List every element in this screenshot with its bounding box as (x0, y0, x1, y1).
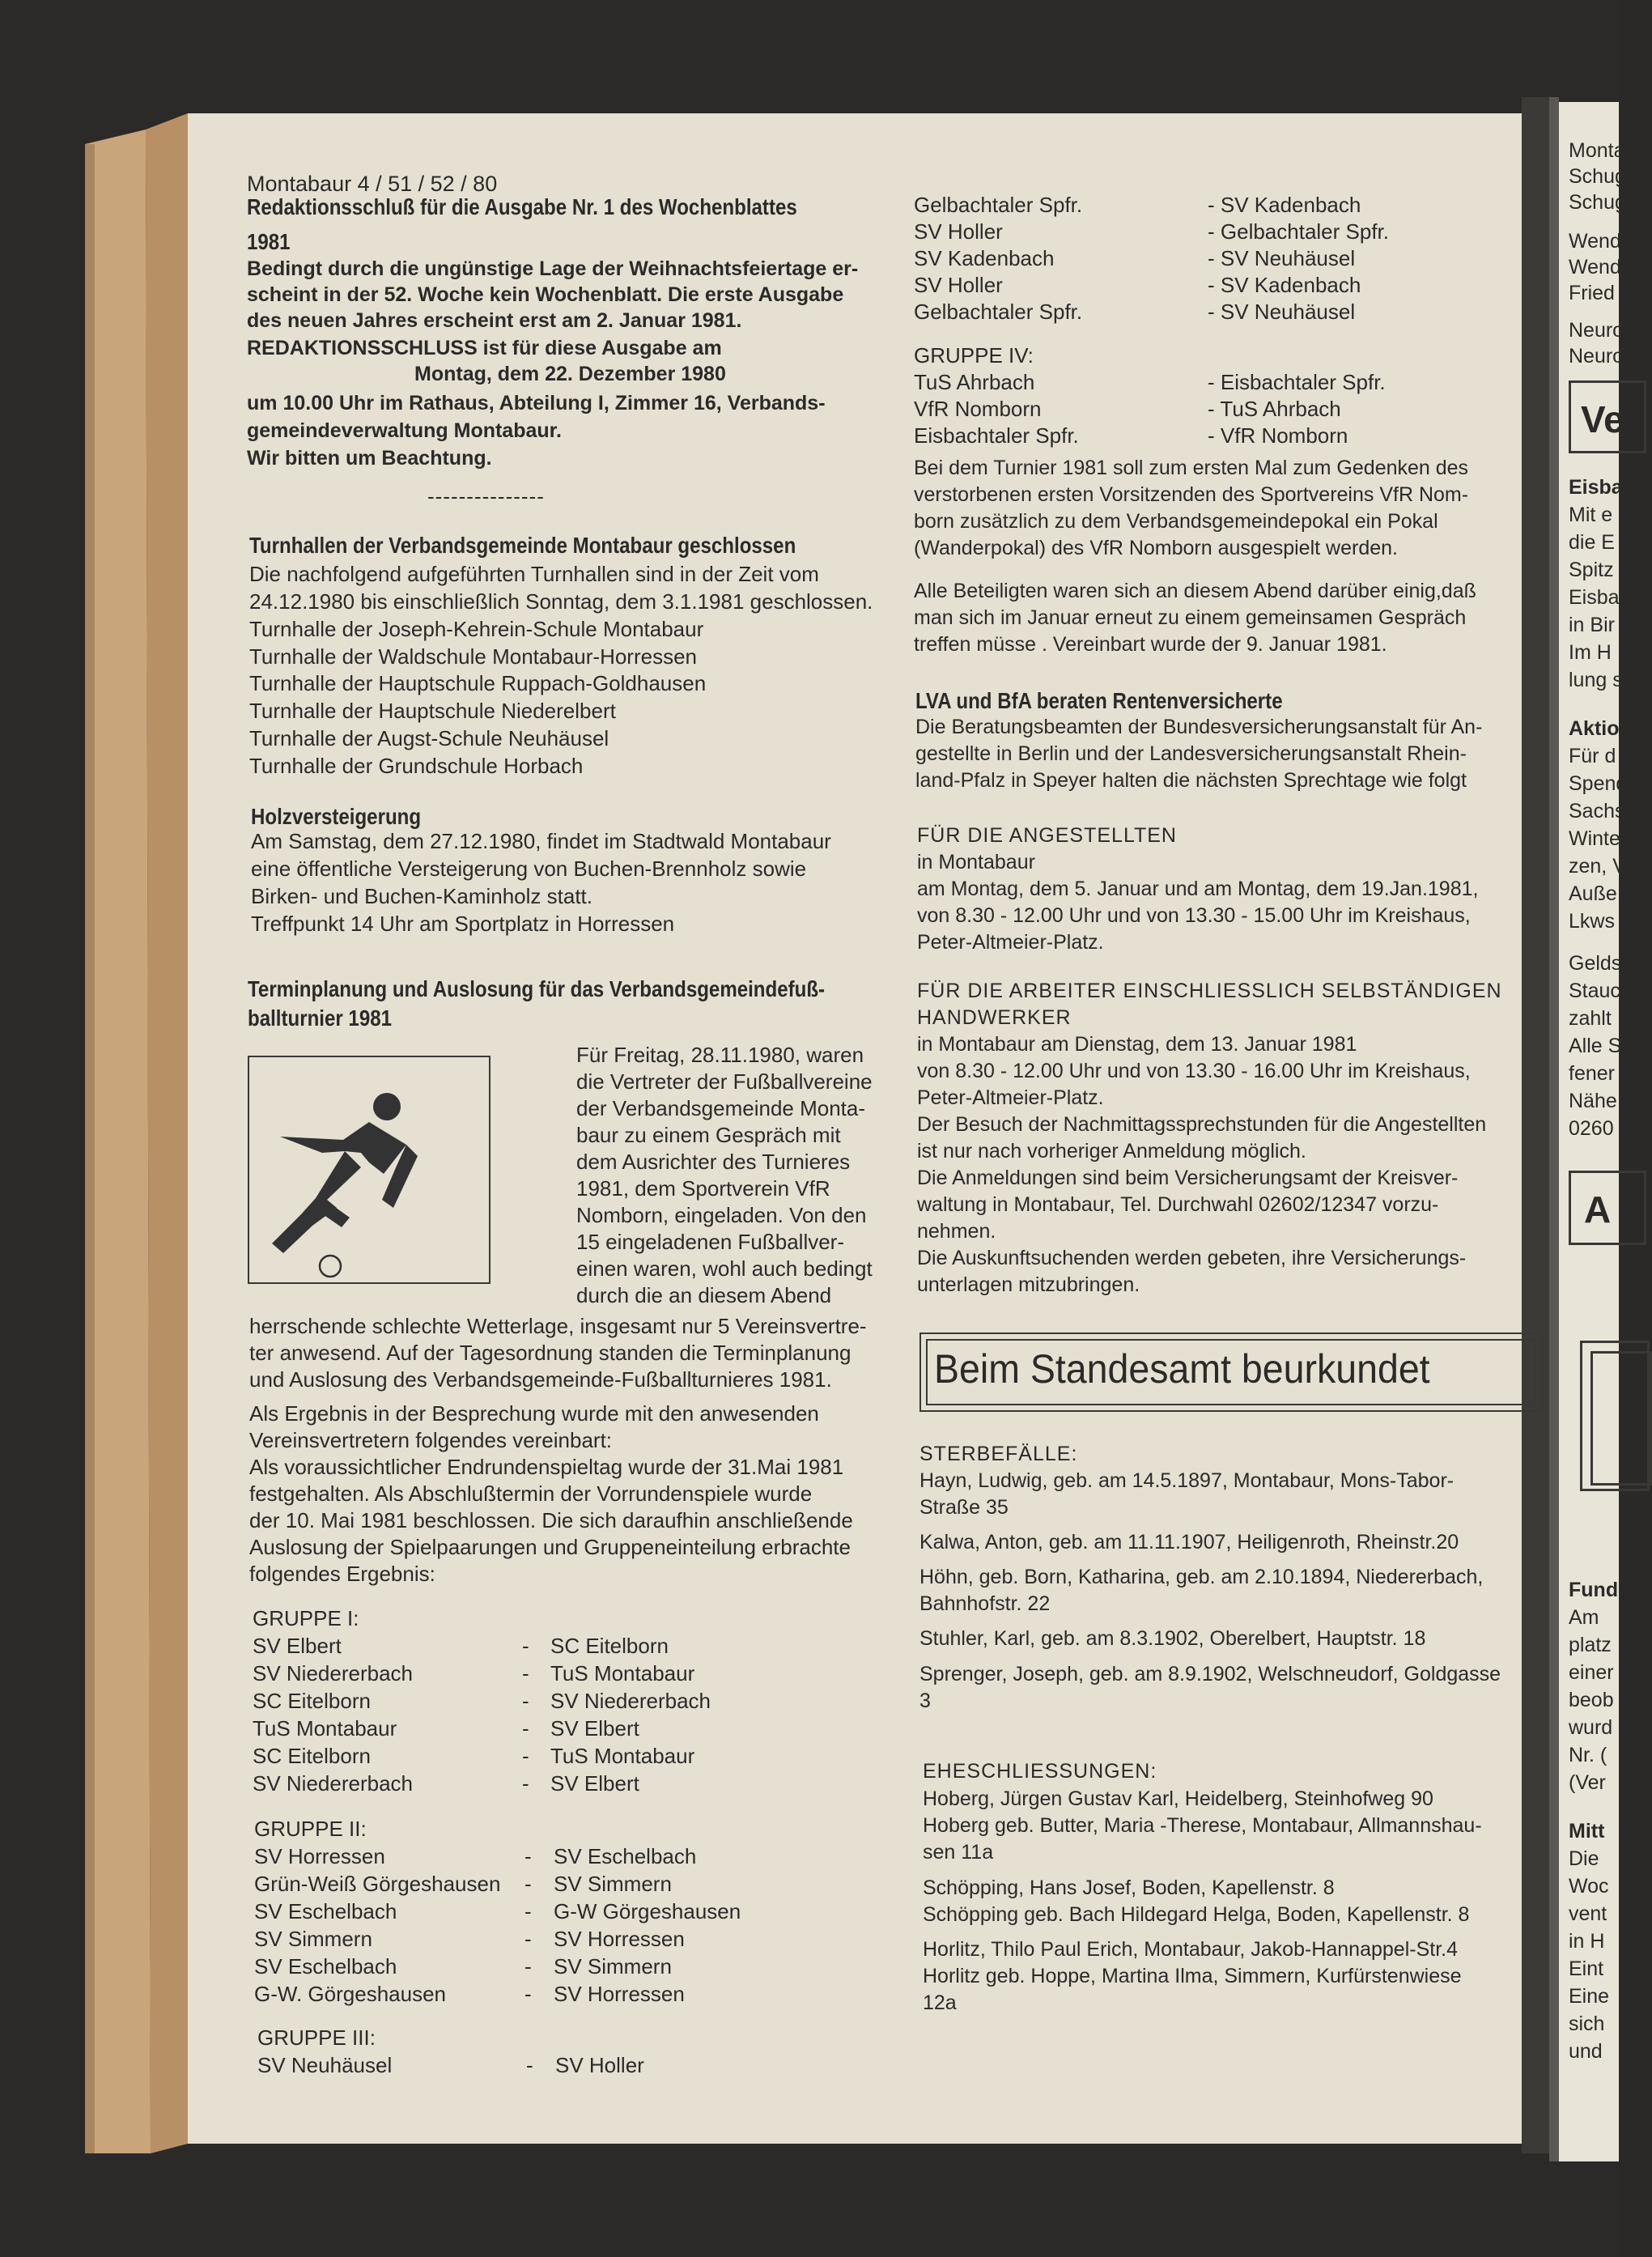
team: - Eisbachtaler Spfr. (1208, 370, 1386, 394)
pokal-line: Bei dem Turnier 1981 soll zum ersten Mal zum Gedenken des (914, 457, 1469, 479)
next-page-line: Wend (1569, 256, 1621, 278)
next-page-line: lung s (1569, 669, 1623, 691)
next-page-line: Auße (1569, 882, 1617, 905)
turnhallen-line: Turnhalle der Augst-Schule Neuhäusel (249, 726, 609, 750)
arbeiter-line: nehmen. (917, 1220, 996, 1243)
next-page-line: Die (1569, 1847, 1599, 1870)
next-page-line: zahlt (1569, 1007, 1612, 1030)
dash: - (524, 1982, 532, 2006)
next-page-line: beob (1569, 1689, 1614, 1711)
team: SV Horressen (554, 1982, 685, 2006)
eheschliessungen-label: EHESCHLIESSUNGEN: (923, 1760, 1157, 1783)
next-page-line: Eint (1569, 1957, 1604, 1980)
page-header: Montabaur 4 / 51 / 52 / 80 (247, 172, 498, 196)
angestellte-line: am Montag, dem 5. Januar und am Montag, dem 19.Jan.1981, (917, 878, 1479, 900)
team: G-W. Görgeshausen (254, 1982, 446, 2006)
arbeiter-line: Peter-Altmeier-Platz. (917, 1086, 1104, 1109)
next-page-line: Aktio (1569, 717, 1620, 740)
next-page-line: Eisba (1569, 586, 1620, 609)
turnhallen-line: Turnhalle der Grundschule Horbach (249, 754, 584, 778)
next-page-box-text: A (1584, 1188, 1612, 1231)
termin-line: herrschende schlechte Wetterlage, insgesamt nur 5 Vereinsvertre- (249, 1314, 867, 1338)
dash: - (524, 1844, 532, 1868)
team: SC Eitelborn (253, 1689, 371, 1713)
termin-line: Nomborn, eingeladen. Von den (576, 1203, 867, 1227)
team: SC Eitelborn (550, 1634, 669, 1658)
dash: - (526, 2053, 533, 2077)
dash: - (524, 1927, 532, 1951)
standesamt-title: Beim Standesamt beurkundet (934, 1346, 1430, 1392)
next-page-line: Schug (1569, 191, 1626, 214)
treffen-line: Alle Beteiligten waren sich an diesem Abend darüber einig,daß (914, 580, 1476, 602)
turnhallen-line: Turnhalle der Waldschule Montabaur-Horressen (249, 644, 697, 669)
next-page-line: 0260 (1569, 1117, 1614, 1140)
ehe-line: sen 11a (923, 1841, 994, 1864)
team: SV Elbert (550, 1771, 639, 1796)
ehe-line: Horlitz geb. Hoppe, Martina Ilma, Simmern, Kurfürstenwiese (923, 1965, 1462, 1987)
next-page-line: Lkws (1569, 910, 1615, 933)
arbeiter-line: waltung in Montabaur, Tel. Durchwahl 02602/12347 vorzu- (917, 1193, 1439, 1216)
dash: - (522, 1689, 529, 1713)
lva-line: Die Beratungsbeamten der Bundesversicherungsanstalt für An- (915, 716, 1483, 738)
next-page-line: Neuro (1569, 345, 1624, 368)
angestellte-line: von 8.30 - 12.00 Uhr und von 13.30 - 15.00 Uhr im Kreishaus, (917, 904, 1471, 927)
team: - SV Kadenbach (1208, 193, 1361, 217)
arbeiter-line: von 8.30 - 12.00 Uhr und von 13.30 - 16.00 Uhr im Kreishaus, (917, 1060, 1471, 1082)
dash: - (524, 1872, 532, 1896)
team: Eisbachtaler Spfr. (914, 423, 1079, 448)
next-page-line: sich (1569, 2013, 1605, 2035)
holz-line: Treffpunkt 14 Uhr am Sportplatz in Horressen (251, 912, 675, 936)
team: SV Horressen (554, 1927, 685, 1951)
termin-line: und Auslosung des Verbandsgemeinde-Fußballturnieres 1981. (249, 1367, 832, 1392)
next-page-line: Eine (1569, 1985, 1610, 2008)
next-page-line: Eisba (1569, 476, 1623, 499)
team: SV Simmern (554, 1954, 672, 1979)
next-page-line: Am (1569, 1606, 1599, 1629)
team: - VfR Nomborn (1208, 423, 1348, 448)
next-page-line: Neuro (1569, 319, 1624, 342)
termin-line: Für Freitag, 28.11.1980, waren (576, 1043, 864, 1067)
team: SV Eschelbach (254, 1899, 397, 1923)
team: SV Elbert (253, 1634, 342, 1658)
holzversteigerung-title: Holzversteigerung (251, 804, 422, 829)
team: SV Eschelbach (254, 1954, 397, 1979)
arbeiter-line: FÜR DIE ARBEITER EINSCHLIESSLICH SELBSTÄNDIGEN (917, 980, 1502, 1002)
termin-line: Als Ergebnis in der Besprechung wurde mit den anwesenden (249, 1401, 819, 1426)
team: - Gelbachtaler Spfr. (1208, 219, 1389, 244)
pokal-line: verstorbenen ersten Vorsitzenden des Sportvereins VfR Nom- (914, 483, 1469, 506)
next-page-line: Fund (1569, 1579, 1619, 1601)
treffen-line: treffen müsse . Vereinbart wurde der 9. Januar 1981. (914, 633, 1387, 656)
termin-line: dem Ausrichter des Turnieres (576, 1150, 851, 1174)
team: SV Niedererbach (253, 1661, 413, 1685)
arbeiter-line: Die Anmeldungen sind beim Versicherungsamt der Kreisver- (917, 1167, 1459, 1189)
next-page-line: wurd (1569, 1716, 1613, 1739)
next-page-line: Winte (1569, 827, 1620, 850)
arbeiter-line: ist nur nach vorheriger Anmeldung möglich. (917, 1140, 1306, 1163)
holz-line: Birken- und Buchen-Kaminholz statt. (251, 884, 592, 908)
dash: - (522, 1771, 529, 1796)
sterbefall-line: 3 (919, 1690, 931, 1712)
next-page-line: platz (1569, 1634, 1612, 1656)
next-page-line: Im H (1569, 641, 1612, 664)
standesamt-box (919, 1333, 1543, 1412)
holz-line: Am Samstag, dem 27.12.1980, findet im Stadtwald Montabaur (251, 829, 831, 853)
next-page-line: Für d (1569, 745, 1616, 767)
angestellte-line: FÜR DIE ANGESTELLTEN (917, 824, 1177, 847)
termin-line: Als voraussichtlicher Endrundenspieltag wurde der 31.Mai 1981 (249, 1455, 844, 1479)
next-page-line: Mitt (1569, 1820, 1605, 1843)
termin-line: folgendes Ergebnis: (249, 1562, 435, 1586)
next-page-line: die E (1569, 531, 1615, 554)
arbeiter-line: unterlagen mitzubringen. (917, 1273, 1140, 1296)
next-page-line: Nähe (1569, 1090, 1617, 1112)
next-page-line: zen, V (1569, 855, 1626, 878)
next-page-line: Stauc (1569, 980, 1620, 1002)
next-page-line: Woc (1569, 1875, 1609, 1898)
sterbefall-line: Höhn, geb. Born, Katharina, geb. am 2.10.1894, Niedererbach, (919, 1566, 1484, 1588)
termin-line: die Vertreter der Fußballvereine (576, 1069, 873, 1094)
next-page-line: Alle S (1569, 1035, 1622, 1057)
team: TuS Montabaur (550, 1744, 695, 1768)
team: TuS Ahrbach (914, 370, 1035, 394)
next-page-edge (1559, 102, 1628, 2161)
team: G-W Görgeshausen (554, 1899, 741, 1923)
team: SV Elbert (550, 1716, 639, 1741)
team: TuS Montabaur (550, 1661, 695, 1685)
next-page-box (1569, 1171, 1646, 1245)
group-label: GRUPPE III: (257, 2025, 376, 2050)
next-page-line: vent (1569, 1902, 1607, 1925)
ehe-line: Horlitz, Thilo Paul Erich, Montabaur, Jakob-Hannappel-Str.4 (923, 1938, 1458, 1961)
next-page-box (1569, 380, 1646, 453)
termin-line: durch die an diesem Abend (576, 1283, 832, 1307)
group-label: GRUPPE I: (253, 1606, 359, 1630)
arbeiter-line: HANDWERKER (917, 1006, 1072, 1029)
team: SC Eitelborn (253, 1744, 371, 1768)
team: SV Niedererbach (550, 1689, 711, 1713)
dash: - (524, 1954, 532, 1979)
termin-line: einen waren, wohl auch bedingt (576, 1256, 873, 1281)
arbeiter-line: in Montabaur am Dienstag, dem 13. Januar 1981 (917, 1033, 1357, 1056)
sterbefall-line: Kalwa, Anton, geb. am 11.11.1907, Heiligenroth, Rheinstr.20 (919, 1531, 1459, 1554)
next-page-line: Gelds (1569, 952, 1622, 975)
dash: - (522, 1634, 529, 1658)
arbeiter-line: Die Auskunftsuchenden werden gebeten, ihre Versicherungs- (917, 1247, 1467, 1269)
ehe-line: Schöpping geb. Bach Hildegard Helga, Boden, Kapellenstr. 8 (923, 1903, 1470, 1926)
ehe-line: Hoberg geb. Butter, Maria -Therese, Montabaur, Allmannshau- (923, 1814, 1482, 1837)
turnhallen-title: Turnhallen der Verbandsgemeinde Montabaur geschlossen (249, 533, 796, 558)
termin-line: ter anwesend. Auf der Tagesordnung standen die Terminplanung (249, 1341, 851, 1365)
sterbefall-line: Straße 35 (919, 1496, 1009, 1519)
redaktionsschluss-line: scheint in der 52. Woche kein Wochenblatt. Die erste Ausgabe (247, 283, 844, 306)
team: SV Neuhäusel (257, 2053, 393, 2077)
team: SV Kadenbach (914, 246, 1055, 270)
redaktionsschluss-line: gemeindeverwaltung Montabaur. (247, 419, 562, 442)
termin-line: baur zu einem Gespräch mit (576, 1123, 841, 1147)
next-page-line: Monta (1569, 139, 1625, 162)
turnhallen-line: 24.12.1980 bis einschließlich Sonntag, dem 3.1.1981 geschlossen. (249, 589, 873, 614)
next-page-line: Sachs (1569, 800, 1625, 822)
group-label: GRUPPE IV: (914, 343, 1034, 368)
next-page-line: einer (1569, 1661, 1614, 1684)
group-label: GRUPPE II: (254, 1817, 367, 1841)
team: SV Holler (555, 2053, 644, 2077)
ehe-line: 12a (923, 1991, 957, 2014)
team: - SV Neuhäusel (1208, 246, 1356, 270)
redaktionsschluss-line: Bedingt durch die ungünstige Lage der Weihnachtsfeiertage er- (247, 257, 859, 280)
redaktionsschluss-line: Wir bitten um Beachtung. (247, 447, 492, 470)
dash: - (522, 1744, 529, 1768)
next-page-line: (Ver (1569, 1771, 1606, 1794)
next-page-line: Nr. ( (1569, 1744, 1607, 1766)
termin-line: Vereinsvertretern folgendes vereinbart: (249, 1428, 613, 1452)
sterbefall-line: Stuhler, Karl, geb. am 8.3.1902, Oberelbert, Hauptstr. 18 (919, 1627, 1426, 1650)
next-page-box-text: Ve (1581, 398, 1624, 440)
next-page-box (1580, 1341, 1650, 1491)
sterbefaelle-label: STERBEFÄLLE: (919, 1443, 1078, 1465)
team: Grün-Weiß Görgeshausen (254, 1872, 501, 1896)
dash: - (524, 1899, 532, 1923)
next-page-line: Mit e (1569, 504, 1613, 526)
next-page-line: fener (1569, 1062, 1615, 1085)
turnhallen-line: Turnhalle der Joseph-Kehrein-Schule Montabaur (249, 617, 704, 641)
team: SV Holler (914, 273, 1003, 297)
team: SV Niedererbach (253, 1771, 413, 1796)
team: SV Eschelbach (554, 1844, 697, 1868)
next-page-line: Schug (1569, 165, 1626, 188)
next-page-line: Spend (1569, 772, 1628, 795)
turnhallen-line: Turnhalle der Hauptschule Niederelbert (249, 699, 616, 723)
next-page-line: in Bir (1569, 614, 1615, 636)
team: SV Horressen (254, 1844, 385, 1868)
dash: - (522, 1716, 529, 1741)
team: - SV Neuhäusel (1208, 300, 1356, 324)
redaktionsschluss-line: um 10.00 Uhr im Rathaus, Abteilung I, Zimmer 16, Verbands- (247, 392, 826, 414)
ehe-line: Hoberg, Jürgen Gustav Karl, Heidelberg, Steinhofweg 90 (923, 1787, 1433, 1810)
team: VfR Nomborn (914, 397, 1042, 421)
redaktionsschluss-line: REDAKTIONSSCHLUSS ist für diese Ausgabe am (247, 337, 722, 359)
angestellte-line: Peter-Altmeier-Platz. (917, 931, 1104, 954)
lva-title: LVA und BfA beraten Rentenversicherte (915, 688, 1283, 713)
next-page-line: Spitz (1569, 559, 1614, 581)
redaktionsschluss-year: 1981 (247, 229, 291, 254)
turnhallen-line: Turnhalle der Hauptschule Ruppach-Goldhausen (249, 671, 707, 695)
termin-line: der Verbandsgemeinde Monta- (576, 1096, 866, 1120)
next-page-line: Fried (1569, 282, 1615, 304)
next-page-line: Wend (1569, 230, 1621, 253)
ehe-line: Schöpping, Hans Josef, Boden, Kapellenstr. 8 (923, 1877, 1335, 1899)
redaktionsschluss-line: des neuen Jahres erscheint erst am 2. Januar 1981. (247, 309, 742, 332)
team: - SV Kadenbach (1208, 273, 1361, 297)
team: SV Holler (914, 219, 1003, 244)
terminplanung-title-2: ballturnier 1981 (248, 1005, 393, 1031)
termin-line: 1981, dem Sportverein VfR (576, 1176, 830, 1201)
pokal-line: born zusätzlich zu dem Verbandsgemeindepokal ein Pokal (914, 510, 1438, 533)
termin-line: 15 eingeladenen Fußballver- (576, 1230, 844, 1254)
team: Gelbachtaler Spfr. (914, 300, 1083, 324)
treffen-line: man sich im Januar erneut zu einem gemeinsamen Gespräch (914, 606, 1467, 629)
pokal-line: (Wanderpokal) des VfR Nomborn ausgespielt werden. (914, 537, 1398, 559)
team: SV Simmern (254, 1927, 372, 1951)
lva-line: land-Pfalz in Speyer halten die nächsten Sprechtage wie folgt (915, 769, 1467, 792)
sterbefall-line: Hayn, Ludwig, geb. am 14.5.1897, Montabaur, Mons-Tabor- (919, 1469, 1455, 1492)
separator: --------------- (427, 484, 545, 508)
arbeiter-line: Der Besuch der Nachmittagssprechstunden für die Angestellten (917, 1113, 1487, 1136)
sterbefall-line: Bahnhofstr. 22 (919, 1592, 1051, 1615)
sterbefall-line: Sprenger, Joseph, geb. am 8.9.1902, Welschneudorf, Goldgasse (919, 1663, 1501, 1685)
next-page-line: in H (1569, 1930, 1605, 1953)
soccer-player-icon (248, 1056, 491, 1284)
termin-line: der 10. Mai 1981 beschlossen. Die sich daraufhin anschließende (249, 1508, 853, 1532)
terminplanung-title: Terminplanung und Auslosung für das Verbandsgemeindefuß- (248, 976, 826, 1001)
next-page-line: und (1569, 2040, 1603, 2063)
holz-line: eine öffentliche Versteigerung von Buchen-Brennholz sowie (251, 856, 807, 881)
termin-line: Auslosung der Spielpaarungen und Gruppeneinteilung erbrachte (249, 1535, 851, 1559)
team: Gelbachtaler Spfr. (914, 193, 1083, 217)
turnhallen-line: Die nachfolgend aufgeführten Turnhallen sind in der Zeit vom (249, 562, 819, 586)
team: - TuS Ahrbach (1208, 397, 1341, 421)
dash: - (522, 1661, 529, 1685)
termin-line: festgehalten. Als Abschlußtermin der Vorrundenspiele wurde (249, 1481, 813, 1506)
angestellte-line: in Montabaur (917, 851, 1035, 873)
redaktionsschluss-title: Redaktionsschluß für die Ausgabe Nr. 1 des Wochenblattes (247, 194, 797, 219)
team: SV Simmern (554, 1872, 672, 1896)
redaktionsschluss-line: Montag, dem 22. Dezember 1980 (414, 363, 726, 385)
team: TuS Montabaur (253, 1716, 397, 1741)
lva-line: gestellte in Berlin und der Landesversicherungsanstalt Rhein- (915, 742, 1467, 765)
